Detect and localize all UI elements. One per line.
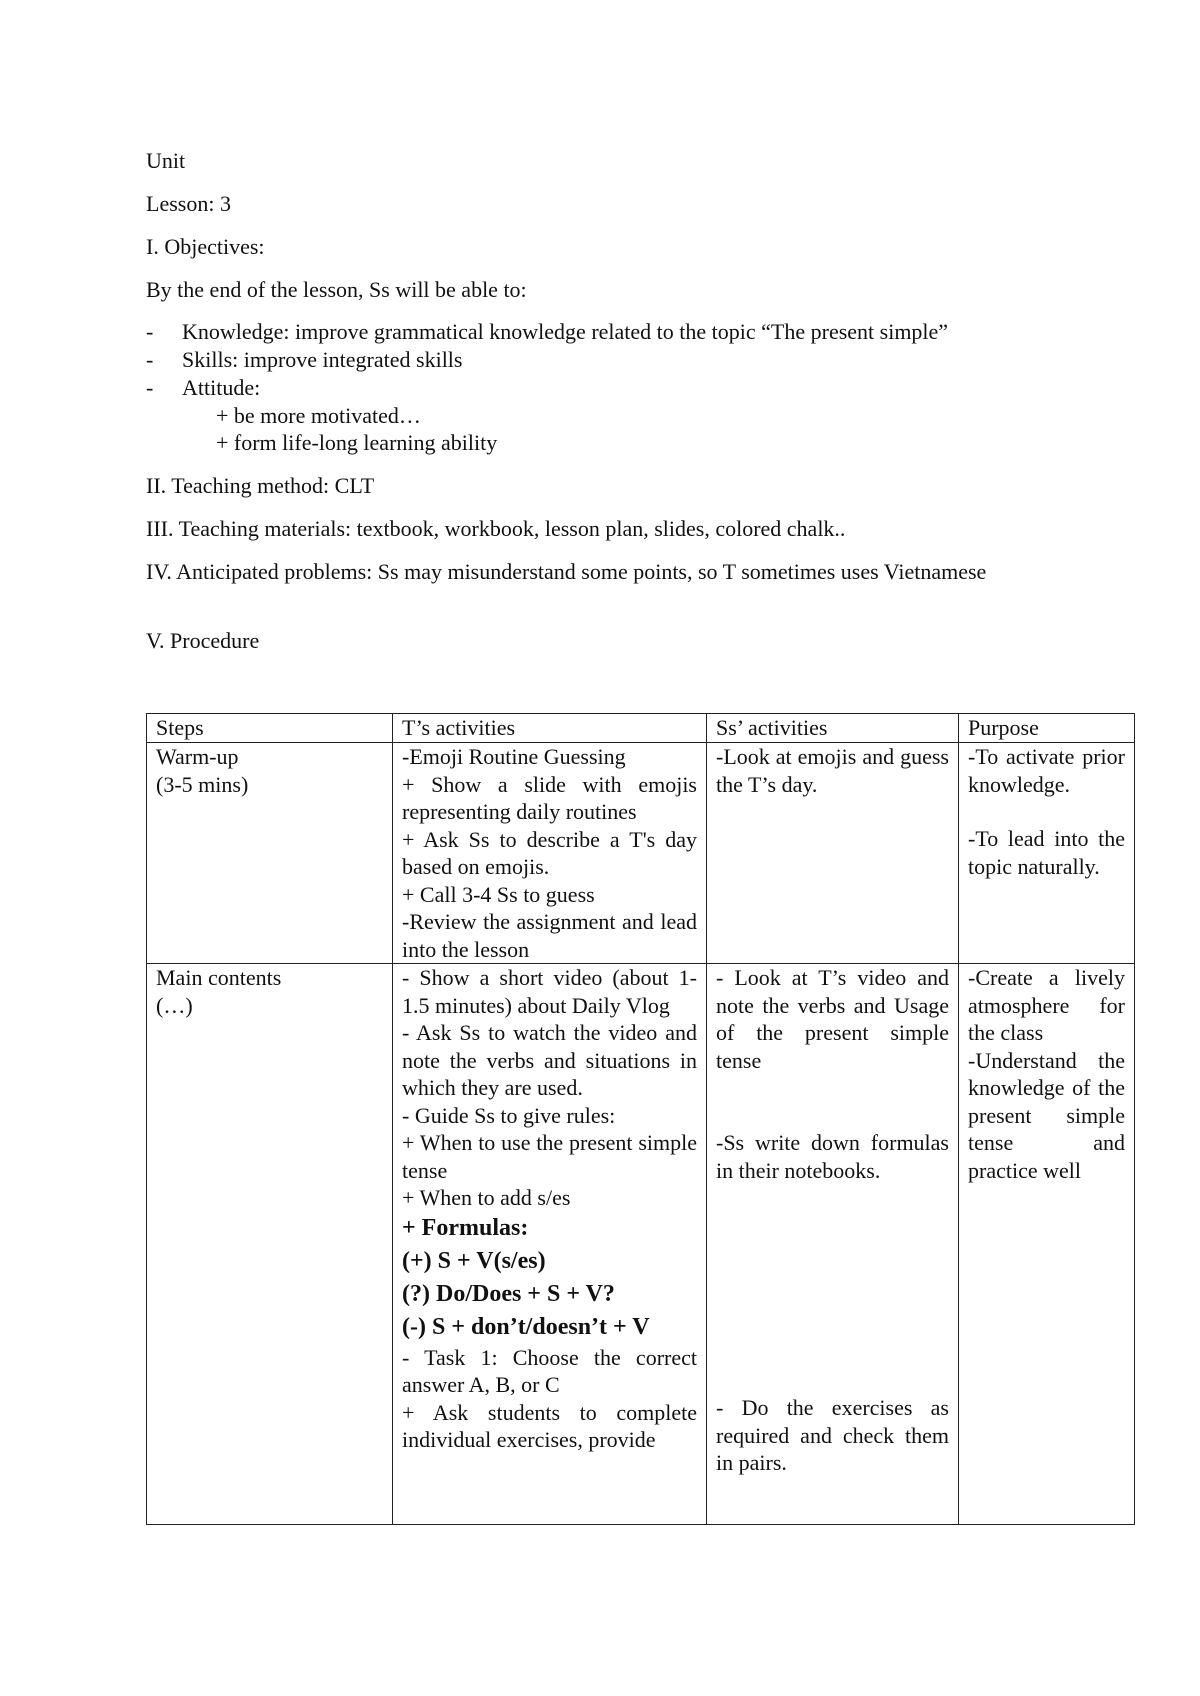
formula-negative: (-) S + don’t/doesn’t + V: [402, 1313, 650, 1340]
unit-label: Unit: [146, 148, 186, 173]
teaching-materials: III. Teaching materials: textbook, workbook, lesson plan, slides, colored chalk..: [146, 516, 846, 541]
table-header-row: [147, 714, 1135, 743]
procedure-heading: V. Procedure: [146, 628, 260, 653]
main-student-activities: - Look at T’s video and note the verbs and Usage of the present simple tense -Ss write down formulas in their notebooks. - Do the exercises as required and check them in pairs.: [707, 964, 959, 1525]
objectives-intro: By the end of the lesson, Ss will be able to:: [146, 277, 527, 302]
main-purpose: -Create a lively atmosphere for the class -Understand the knowledge of the present simple tense and practice well: [959, 964, 1135, 1525]
attitude-sub-item: + form life-long learning ability: [216, 430, 498, 455]
table-row-warmup: [147, 743, 1135, 964]
header-student-activities: Ss’ activities: [707, 714, 959, 743]
teaching-method: II. Teaching method: CLT: [146, 473, 375, 498]
lesson-label: Lesson: 3: [146, 191, 231, 216]
objectives-heading: I. Objectives:: [146, 234, 265, 259]
objective-skills: - Skills: improve integrated skills: [146, 347, 463, 372]
header-teacher-activities: T’s activities: [393, 714, 707, 743]
anticipated-problems: IV. Anticipated problems: Ss may misunderstand some points, so T sometimes uses Vietnamese: [146, 559, 987, 584]
attitude-sub-item: + be more motivated…: [216, 403, 421, 428]
warmup-purpose: -To activate prior knowledge. -To lead into the topic naturally.: [959, 743, 1135, 964]
header-steps: Steps: [147, 714, 393, 743]
warmup-teacher-activities: -Emoji Routine Guessing + Show a slide with emojis representing daily routines + Ask Ss to describe a T's day based on emojis. + Call 3-4 Ss to guess -Review the assignment and lead into the lesson: [393, 743, 707, 964]
procedure-table: [146, 713, 1135, 1525]
objective-knowledge: - Knowledge: improve grammatical knowledge related to the topic “The present simple”: [146, 319, 949, 344]
warmup-step: Warm-up (3-5 mins): [147, 743, 393, 964]
formula-affirmative: (+) S + V(s/es): [402, 1247, 546, 1274]
main-step: Main contents (…): [147, 964, 393, 1525]
formula-question: (?) Do/Does + S + V?: [402, 1280, 615, 1307]
main-teacher-activities: - Show a short video (about 1-1.5 minutes) about Daily Vlog - Ask Ss to watch the video and note the verbs and situations in which they are used. - Guide Ss to give rules: + When to use the present simple tense + When to add s/es + Formulas: (+) S + V(s/es) (?) Do/Does + S + V? (-) S + don’t/doesn’t + V - Task 1: Choose the correct answer A, B, or C + Ask students to complete individual exercises, provide: [393, 964, 707, 1525]
formulas-heading: + Formulas:: [402, 1214, 529, 1241]
table-row-main-contents: [147, 964, 1135, 1525]
header-purpose: Purpose: [959, 714, 1135, 743]
objective-attitude: - Attitude:: [146, 375, 261, 400]
warmup-student-activities: -Look at emojis and guess the T’s day.: [707, 743, 959, 964]
